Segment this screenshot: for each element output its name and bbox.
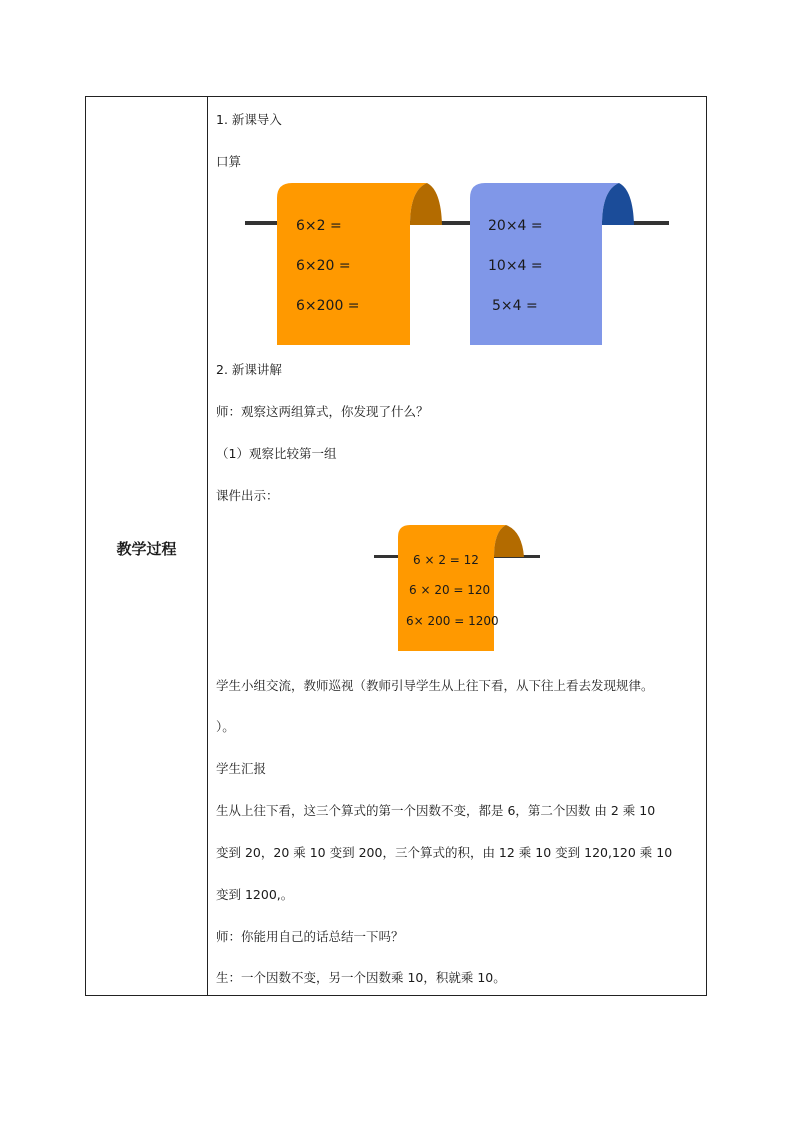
report-line-1: 生从上往下看，这三个算式的第一个因数不变，都是 6，第二个因数 由 2 乘 10 bbox=[216, 803, 656, 818]
scroll-right-eq-1: 20×4 = bbox=[488, 218, 543, 234]
teacher-question-2: 师：你能用自己的话总结一下吗？ bbox=[216, 929, 404, 944]
scroll-small-eq-3: 6× 200 = 1200 bbox=[406, 614, 499, 628]
report-line-2: 变到 20，20 乘 10 变到 200，三个算式的积，由 12 乘 10 变到 120,120 乘 10 bbox=[216, 845, 673, 860]
scroll-right-eq-3: 5×4 = bbox=[492, 298, 538, 314]
teacher-question-1: 师：观察这两组算式，你发现了什么？ bbox=[216, 404, 429, 419]
section1-title: 1. 新课导入 bbox=[216, 112, 282, 127]
scroll-left-eq-3: 6×200 = bbox=[296, 298, 360, 314]
scroll-small-eq-1: 6 × 2 = 12 bbox=[413, 553, 479, 567]
group-discussion-line-2: ）。 bbox=[216, 719, 235, 734]
scroll-left-eq-2: 6×20 = bbox=[296, 258, 351, 274]
report-line-3: 变到 1200,。 bbox=[216, 887, 294, 902]
scroll-right-eq-2: 10×4 = bbox=[488, 258, 543, 274]
scroll-small-eq-2: 6 × 20 = 120 bbox=[409, 583, 491, 597]
student-report-label: 学生汇报 bbox=[216, 761, 267, 776]
student-answer: 生：一个因数不变，另一个因数乘 10，积就乘 10。 bbox=[216, 970, 506, 985]
group-discussion-line-1: 学生小组交流，教师巡视（教师引导学生从上往下看，从下往上看去发现规律。 bbox=[216, 678, 654, 693]
oral-calc-label: 口算 bbox=[216, 154, 242, 169]
section2-title: 2. 新课讲解 bbox=[216, 362, 282, 377]
sub-heading-1: （1）观察比较第一组 bbox=[216, 446, 337, 461]
row-label: 教学过程 bbox=[116, 540, 177, 558]
courseware-label: 课件出示： bbox=[216, 488, 279, 503]
scroll-left-eq-1: 6×2 = bbox=[296, 218, 342, 234]
